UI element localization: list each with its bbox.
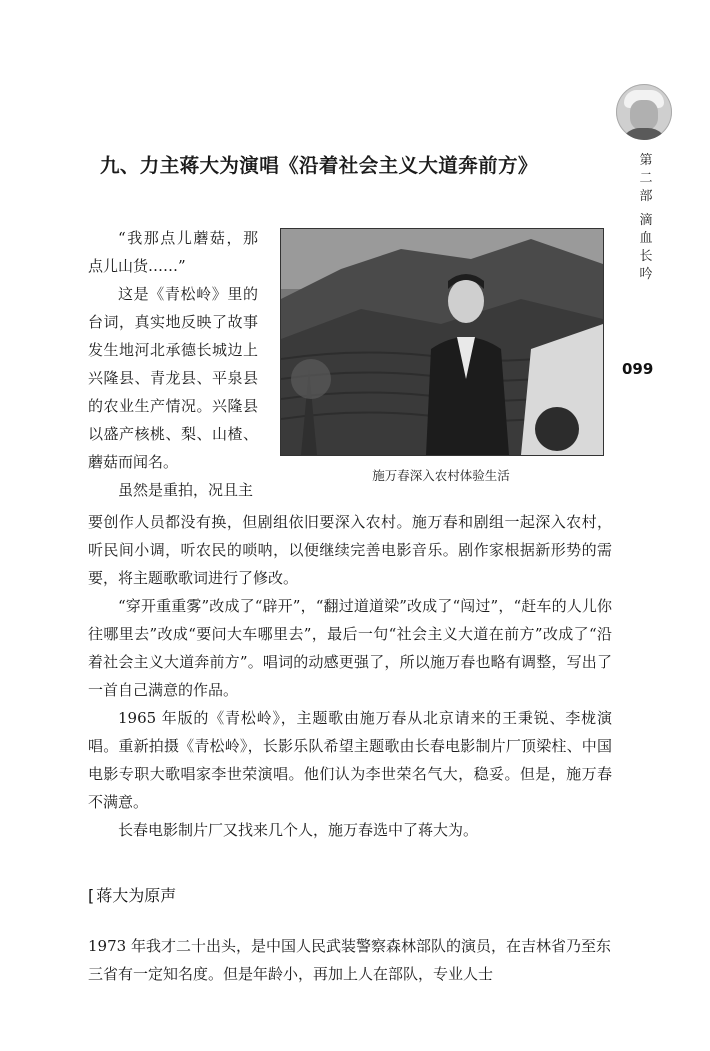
chapter-title: 九、力主蒋大为演唱《沿着社会主义大道奔前方》 bbox=[100, 154, 538, 177]
photo-man-in-countryside bbox=[280, 228, 604, 456]
paragraph: “穿开重重雾”改成了“辟开”，“翻过道道梁”改成了“闯过”，“赶车的人儿你往哪里去”改成“要问大车哪里去”，最后一句“社会主义大道在前方”改成了“沿着社会主义大道奔前方”。唱词的动感更强了，所以施万春也略有调整，写出了一首自己满意的作品。 bbox=[88, 597, 612, 699]
paragraph-fragment: 虽然是重拍，况且主 bbox=[118, 481, 254, 499]
author-portrait bbox=[616, 84, 672, 140]
paragraph: 这是《青松岭》里的台词，真实地反映了故事发生地河北承德长城边上兴隆县、青龙县、平泉县的农业生产情况。兴隆县以盛产核桃、梨、山楂、蘑菇而闻名。 bbox=[88, 285, 258, 471]
paragraph: “我那点儿蘑菇，那点儿山货……” bbox=[88, 229, 258, 275]
body-text-continued bbox=[88, 917, 612, 1003]
section-subheading bbox=[88, 882, 588, 910]
photo-caption: 施万春深入农村体验生活 bbox=[372, 468, 510, 483]
paragraph: 1973 年我才二十出头，是中国人民武装警察森林部队的演员，在吉林省乃至东三省有一定知名度。但是年龄小，再加上人在部队，专业人士 bbox=[88, 937, 611, 983]
part-title: 滴血长吟 bbox=[639, 213, 653, 282]
paragraph: 1965 年版的《青松岭》，主题歌由施万春从北京请来的王秉锐、李栊演唱。重新拍摄《青松岭》，长影乐队希望主题歌由长春电影制片厂顶梁柱、中国电影专职大歌唱家李世荣演唱。他们认为李世荣名气大，稳妥。但是，施万春不满意。 bbox=[88, 709, 612, 811]
paragraph: 长春电影制片厂又找来几个人，施万春选中了蒋大为。 bbox=[118, 821, 479, 839]
subheading-bracket: [ bbox=[88, 886, 95, 905]
part-label: 第二部 bbox=[639, 153, 653, 204]
body-text bbox=[88, 508, 612, 844]
paragraph: 要创作人员都没有换，但剧组依旧要深入农村。施万春和剧组一起深入农村，听民间小调，听农民的唢呐，以便继续完善电影音乐。剧作家根据新形势的需要，将主题歌歌词进行了修改。 bbox=[88, 513, 612, 587]
subheading-text: 蒋大为原声 bbox=[96, 886, 177, 905]
page-number: 099 bbox=[622, 360, 654, 378]
narrow-column-text bbox=[88, 224, 258, 504]
